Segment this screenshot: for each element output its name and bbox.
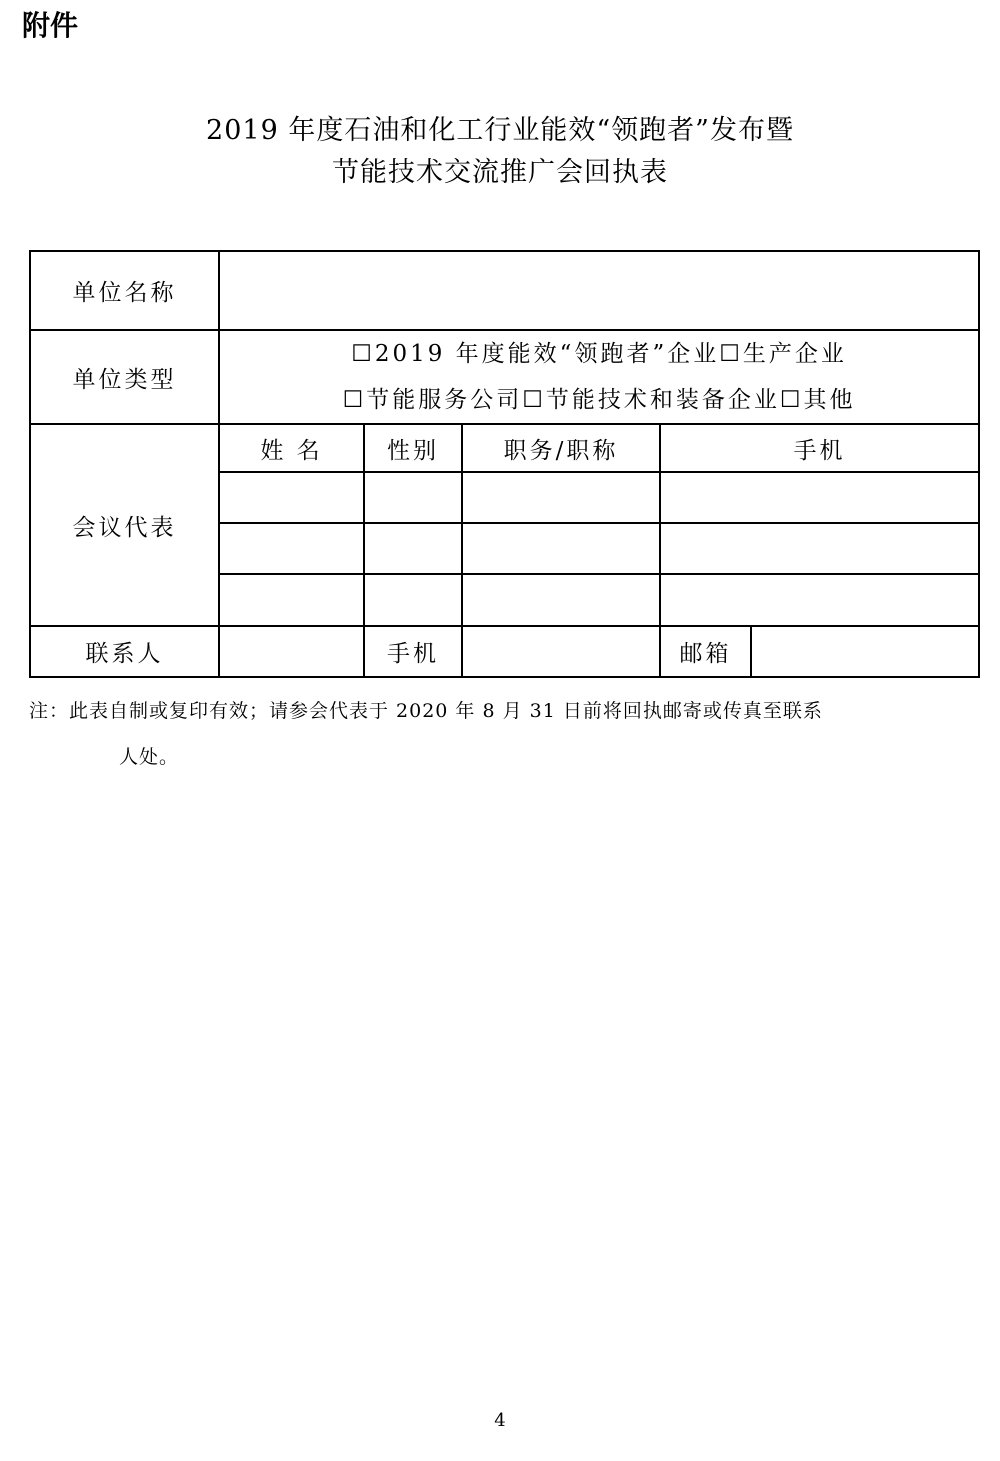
delegate-title-cell[interactable] bbox=[462, 574, 660, 626]
delegate-gender-cell[interactable] bbox=[364, 472, 462, 523]
column-header-name: 姓 名 bbox=[219, 424, 364, 472]
delegate-mobile-cell[interactable] bbox=[660, 472, 979, 523]
column-header-title: 职务/职称 bbox=[462, 424, 660, 472]
delegate-title-cell[interactable] bbox=[462, 523, 660, 574]
column-header-mobile: 手机 bbox=[660, 424, 979, 472]
form-title-line-2: 节能技术交流推广会回执表 bbox=[332, 157, 668, 188]
registration-form-table bbox=[29, 250, 980, 678]
org-name-label: 单位名称 bbox=[30, 251, 219, 330]
delegate-name-cell[interactable] bbox=[219, 523, 364, 574]
delegate-name-cell[interactable] bbox=[219, 472, 364, 523]
email-field[interactable] bbox=[751, 626, 979, 677]
org-type-options-line-1[interactable]: ☐2019 年度能效“领跑者”企业☐生产企业 bbox=[351, 341, 847, 367]
note-line-1: 注：此表自制或复印有效；请参会代表于 2020 年 8 月 31 日前将回执邮寄或传真至联系 bbox=[29, 700, 823, 722]
contact-mobile-field[interactable] bbox=[462, 626, 660, 677]
contact-field[interactable] bbox=[219, 626, 364, 677]
org-type-label: 单位类型 bbox=[30, 330, 219, 424]
contact-label: 联系人 bbox=[30, 626, 219, 677]
email-label: 邮箱 bbox=[660, 626, 751, 677]
form-note bbox=[29, 688, 995, 780]
contact-mobile-label: 手机 bbox=[364, 626, 462, 677]
attachment-label: 附件 bbox=[22, 9, 79, 42]
note-line-2: 人处。 bbox=[119, 746, 180, 768]
org-name-field[interactable] bbox=[219, 251, 979, 330]
delegate-mobile-cell[interactable] bbox=[660, 574, 979, 626]
delegates-label: 会议代表 bbox=[30, 424, 219, 626]
org-type-options bbox=[219, 330, 979, 424]
delegate-mobile-cell[interactable] bbox=[660, 523, 979, 574]
org-type-options-line-2[interactable]: ☐节能服务公司☐节能技术和装备企业☐其他 bbox=[342, 387, 856, 413]
delegate-gender-cell[interactable] bbox=[364, 523, 462, 574]
page-number: 4 bbox=[494, 1410, 506, 1431]
column-header-gender: 性别 bbox=[364, 424, 462, 472]
delegate-title-cell[interactable] bbox=[462, 472, 660, 523]
form-title-line-1: 2019 年度石油和化工行业能效“领跑者”发布暨 bbox=[206, 115, 794, 146]
delegate-name-cell[interactable] bbox=[219, 574, 364, 626]
delegate-gender-cell[interactable] bbox=[364, 574, 462, 626]
